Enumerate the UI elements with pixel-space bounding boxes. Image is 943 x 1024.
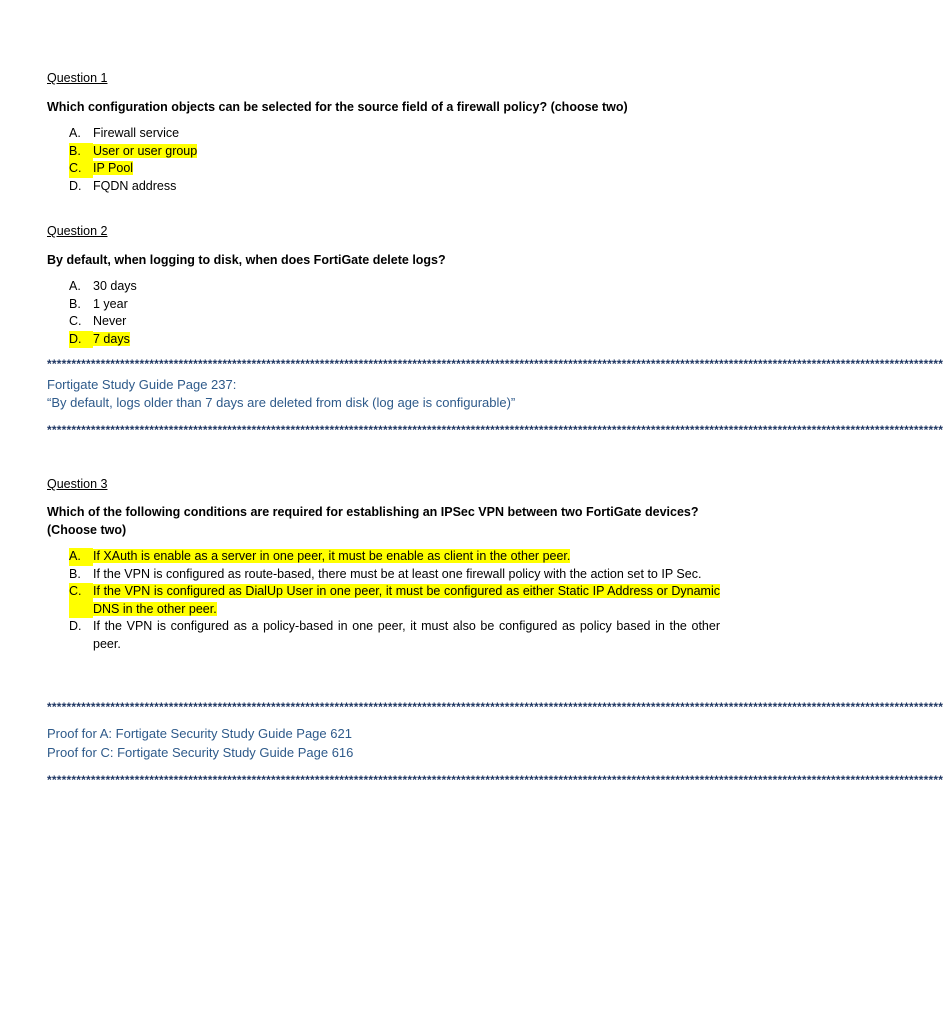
question-3-options xyxy=(69,548,720,653)
question-2-text: By default, when logging to disk, when does FortiGate delete logs? xyxy=(47,253,446,267)
option-text: 1 year xyxy=(93,296,128,311)
option-text-highlighted: If the VPN is configured as DialUp User in one peer, it must be configured as either Static IP Address or Dynamic DNS in the other peer. xyxy=(93,584,720,616)
question-3-option-b xyxy=(69,566,720,584)
option-letter: A. xyxy=(69,126,81,140)
question-3-option-d xyxy=(69,618,720,653)
question-2-heading: Question 2 xyxy=(47,224,108,238)
question-2-option-a xyxy=(69,278,720,296)
study-guide-reference: Fortigate Study Guide Page 237: xyxy=(47,377,237,392)
option-letter: A. xyxy=(69,548,93,566)
option-text: Firewall service xyxy=(93,126,180,140)
option-letter: C. xyxy=(69,160,93,178)
question-1-text: Which configuration objects can be selected for the source field of a firewall policy? (choose two) xyxy=(47,100,628,114)
option-letter: A. xyxy=(69,279,81,293)
option-text-highlighted: IP Pool xyxy=(93,161,134,175)
option-text: If the VPN is configured as a policy-based in one peer, it must also be configured as policy based in the other peer. xyxy=(93,619,720,651)
separator-stars: **************************************************************************************************************************************************************************************** xyxy=(47,423,943,437)
question-1-option-c xyxy=(69,160,720,178)
question-1-heading: Question 1 xyxy=(47,71,108,85)
separator-stars: **************************************************************************************************************************************************************************************** xyxy=(47,357,943,371)
option-letter: D. xyxy=(69,178,82,193)
option-letter: B. xyxy=(69,566,81,581)
question-1-options xyxy=(69,125,720,195)
question-2-option-b xyxy=(69,296,720,314)
separator-stars: **************************************************************************************************************************************************************************************** xyxy=(47,700,943,714)
option-text: If the VPN is configured as route-based, there must be at least one firewall policy with the action set to IP Sec. xyxy=(93,566,702,581)
option-text-highlighted: If XAuth is enable as a server in one peer, it must be enable as client in the other peer. xyxy=(93,549,571,563)
option-letter: B. xyxy=(69,143,93,161)
option-text: 30 days xyxy=(93,279,137,293)
option-letter: D. xyxy=(69,619,82,633)
option-text-highlighted: 7 days xyxy=(93,331,130,346)
question-2-option-c xyxy=(69,313,720,331)
question-1-option-b xyxy=(69,143,720,161)
study-guide-quote: “By default, logs older than 7 days are deleted from disk (log age is configurable)” xyxy=(47,395,516,410)
option-letter: D. xyxy=(69,331,93,349)
option-letter: B. xyxy=(69,296,81,311)
question-2-option-d xyxy=(69,331,720,349)
question-2-options xyxy=(69,278,720,348)
question-3-option-a xyxy=(69,548,720,566)
option-text: FQDN address xyxy=(93,178,177,193)
option-text-highlighted: User or user group xyxy=(93,143,198,158)
option-letter: C. xyxy=(69,583,93,618)
question-3-text: Which of the following conditions are required for establishing an IPSec VPN between two FortiGate devices? (Choose two) xyxy=(47,505,699,537)
proof-c-reference: Proof for C: Fortigate Security Study Guide Page 616 xyxy=(47,745,354,760)
question-1-option-a xyxy=(69,125,720,143)
option-text: Never xyxy=(93,314,127,328)
proof-a-reference: Proof for A: Fortigate Security Study Guide Page 621 xyxy=(47,726,352,741)
question-3-option-c xyxy=(69,583,720,618)
question-1-option-d xyxy=(69,178,720,196)
option-letter: C. xyxy=(69,314,82,328)
question-3-heading: Question 3 xyxy=(47,477,108,491)
separator-stars: **************************************************************************************************************************************************************************************** xyxy=(47,773,943,787)
